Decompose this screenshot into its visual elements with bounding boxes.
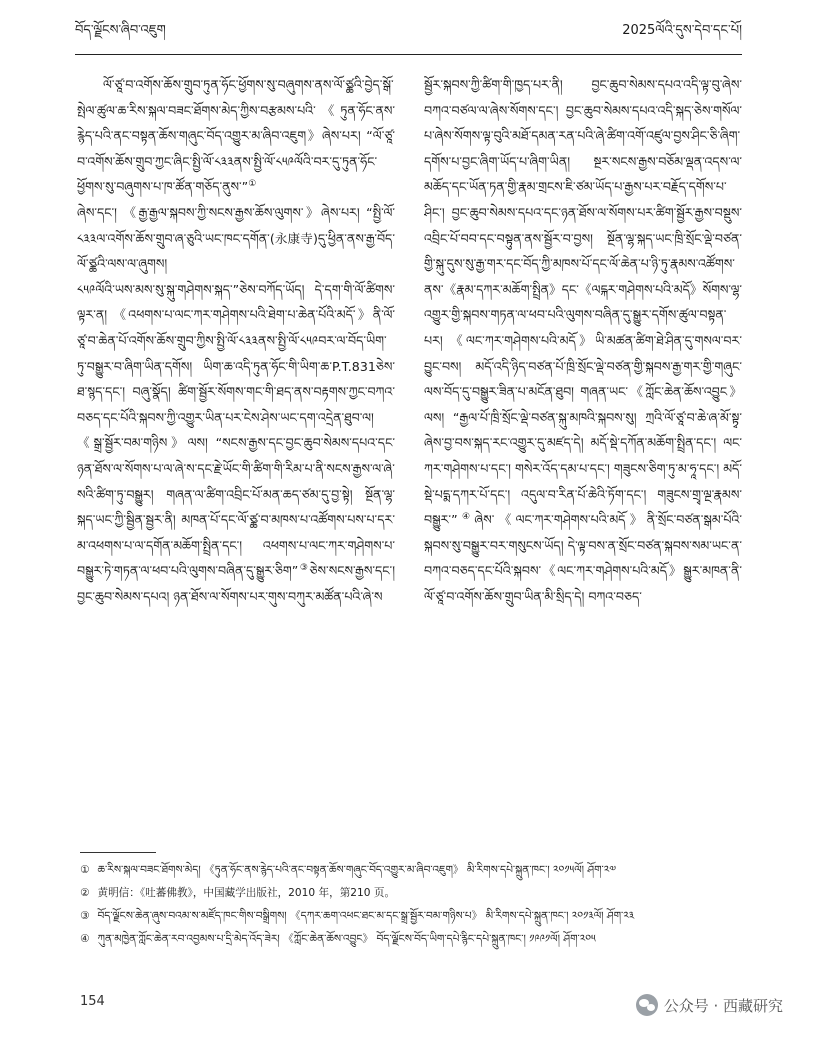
left-column [77,72,395,842]
right-column [424,72,742,842]
paragraph: ༨༥༩ལོའི་ཡས་མས་སུ་སྐུ་གཤེགས་སྐད་”ཅེས་བཀོད་ཡོད། དེ་དག་གི་ལོ་ཚིགས་ལྟར་ན། 《འཕགས་པ་ལང་ཀར་གཤེགས་པའི་ཐེག་པ་ཆེན་པོའི་མདོ་》ནི་ལོ་ཙཱ་བ་ཆེན་པོ་འགོས་ཆོས་གྲུབ་ཀྱིས་སྤྱི་ལོ་༨༣༣ནས་སྤྱི་ལོ་༨༥༩བར་ལ་བོད་ཡིག་ཏུ་བསྒྱུར་བ་ཞིག་ཡིན་དགོས། ཡིག་ཆ་འདི་ཏུན་ཧོང་གི་ཡིག་ཆ་P.T.831ཅེས་ཐ་སྙད་དང་། བཞུ་སྣོད། ཚིག་སྦྱོར་སོགས་གང་གི་ཐད་ནས་བརྟགས་ཀྱང་བཀའ་བཅད་དང་པོའི་སྐབས་ཀྱི་འགྱུར་ཡིན་པར་ངེས་ཤེས་ཡང་དག་འདྲེན་ཐུབ་ལ། 《སྒྲ་སྦྱོར་བམ་གཉིས》ལས། “སངས་རྒྱས་དང་བྱང་ཆུབ་སེམས་དཔའ་དང་ཉན་ཐོས་ལ་སོགས་པ་ལ་ཞེ་ས་དང་རྗེ་ཡོང་གི་ཚིག་གི་རིམ་པ་ནི་སངས་རྒྱས་ལ་ཞེ་སའི་ཚིག་ཏུ་བསྒྱུར། གཞན་ལ་ཚིག་འབྲིང་པོ་མན་ཆད་ཙམ་དུ་བྱ་སྟེ། སྔོན་ལྷ་སྐད་ཡང་ཀྱི་སྦྱིན་སྦྱར་ནི། མཁན་པོ་དང་ལོ་ཙྪ་བ་མཁས་པ་འཚོགས་པས་པ་དར་མ་འཕགས་པ་ལ་དགོན་མཆོག་སྤྲིན་དང་། འཕགས་པ་ལང་ཀར་གཤེགས་པ་བསྒྱུར་ཏེ་གཏན་ལ་ཕབ་པའི་ལུགས་བཞིན་དུ་སྒྱུར་ཅིག”③ཅེས་སངས་རྒྱས་དང་། བྱང་ཆུབ་སེམས་དཔའ། ཉན་ཐོས་ལ་སོགས་པར་གུས་བཀུར་མཚོན་པའི་ཞེ་ས [77,281,395,604]
running-header [75,23,742,52]
footnote: ③ བོད་ལྗོངས་ཆེན་ཞུས་བའམ་ས་མཛོད་ཁང་གིས་བསྒྲིགས། 《དཀར་ཆག་འཕང་ཐང་མ་དང་སྒྲ་སྦྱོར་བམ་གཉིས་པ》 མི་རིགས་དཔེ་སྐྲུན་ཁང་། ༢༠༡༣ལོ། ཤོག་༢༣ [80,910,635,922]
footnote-marker[interactable]: ④ [457,511,475,522]
watermark-label: 公众号 · 西藏研究 [663,996,783,1015]
header-rule [75,54,742,55]
journal-title: བོད་ལྗོངས་ཞིབ་འཇུག [75,23,166,38]
body-columns [77,72,742,842]
footnote-marker[interactable]: ① [248,179,257,190]
footnote: ① ཆ་རིས་སྐལ་བཟང་ཐོགས་མེད། 《ཏུན་ཧོང་ནས་རྙེད་པའི་ནང་བསྟན་ཆོས་གཞུང་བོད་འགྱུར་མ་ཞིབ་འཇུག》 མི་རིགས་དཔེ་སྐྲུན་ཁང་། ༢༠༡༥ལོ། ཤོག་༢༧ [80,864,617,876]
footnote-rule [80,852,156,853]
wechat-icon [636,994,658,1016]
footnote-marker[interactable]: ③ [298,563,310,574]
watermark [636,994,783,1016]
footnote: ② 黄明信：《吐蕃佛教》，中国藏学出版社，2010 年，第210 页。 [80,887,396,899]
paragraph: སྦྱོར་སྐབས་ཀྱི་ཚིག་གི་ཁྱད་པར་ནི། བྱང་ཆུབ་སེམས་དཔའ་འདི་ལྟ་བུ་ཞེས་བཀའ་བཙལ་ལ་ཞེས་སོགས་དང་། བྱང་ཆུབ་སེམས་དཔའ་འདི་སྐད་ཅེས་གསོལ་པ་ཞེས་སོགས་ལྟ་བུའི་མཐོ་དམན་རན་པའི་ཞེ་ཚིག་འགོ་འཛུལ་བྱས་ཤིང་ཅི་ཞིག་དགོས་པ་བྱང་ཞིག་ཡོད་པ་ཞིག་ཡིན། སྔར་སངས་རྒྱས་བཅོམ་ལྡན་འདས་ལ་མཆོད་དང་ཡོན་ཏན་གྱི་རྣམ་གྲངས་ཇི་ཙམ་ཡོད་པ་རྒྱས་པར་བརྗོད་དགོས་པ་ཤིང་། བྱང་ཆུབ་སེམས་དཔའ་དང་ཉན་ཐོས་ལ་སོགས་པར་ཚིག་སྦྱོར་རྒྱས་བསྡུས་འབྲིང་པོ་བབ་དང་བསྟུན་ནས་སྦྱོར་བ་བྱས། སྔོན་ལྷ་སྐད་ཡང་ཁྲི་སྲོང་ལྡེ་བཙན་གྱི་སྐུ་དུས་སུ་རྒྱ་གར་དང་བོད་ཀྱི་མཁས་པོ་དང་ལོ་ཆེན་པ་ཉི་ཏུ་རྣམས་འཚོགས་ནས་《རྣམ་དཀར་མཆོག་སྤྲིན》དང་《ལངྐར་གཤེགས་པའི་མདོ》སོགས་ལྷ་འགྱུར་གྱི་སྐབས་གཏན་ལ་ཕབ་པའི་ལུགས་བཞིན་དུ་སྒྱུར་དགོས་ཚུལ་བསྟན་པར། 《ལང་ཀར་གཤེགས་པའི་མདོ》ཡི་མཚན་ཚིག་ཐེ་ཤིན་དུ་གསལ་བར་བྱུང་བས། མདོ་འདི་ཉིད་བཙན་པོ་ཁྲི་སྲོང་ལྡེ་བཙན་གྱི་སྐབས་རྒྱ་གར་གྱི་གཞུང་ལས་བོད་དུ་བསྒྱུར་ཟིན་པ་མངོན་ཐུབ། གཞན་ཡང་《ཀློང་ཆེན་ཆོས་འབྱུང》ལས། “རྒྱལ་པོ་ཁྲི་སྲོང་ལྡེ་བཙན་སྐུ་མཁའི་སྐབས་སུ། ཀྲའི་ལོ་ཙཱ་བ་ཆེ་ཞ་མོ་སྟྭ་ཞེས་བྱ་བས་སྐད་རང་འགྱུར་དུ་མཛད་དེ། མདོ་སྡེ་དཀོན་མཆོག་སྤྲིན་དང་། ལང་ཀར་གཤེགས་པ་དང་། གསེར་འོད་དམ་པ་དང་། གཟུངས་ཅིག་ཏུ་མ་ཧཱ་དང་། མདོ་སྡེ་པདྨ་དཀར་པོ་དང་། འདུལ་བ་རིན་པོ་ཆེའི་ཏོག་དང་། གཟུངས་གྲྭ་ལྔ་རྣམས་བསྒྱུར་”④ཞེས་《ལང་ཀར་གཤེགས་པའི་མདོ》ནི་སྲོང་བཙན་སྒམ་པོའི་སྐབས་སུ་བསྒྱུར་བར་གསུངས་ཡོད། དེ་ལྟ་བས་ན་སྲོང་བཙན་སྐབས་སམ་ཡང་ན་བཀའ་བཅད་དང་པོའི་སྐབས་《ལང་ཀར་གཤེགས་པའི་མདོ》སྒྱུར་མཁན་ནི་ལོ་ཙཱ་བ་འགོས་ཆོས་གྲུབ་ཡིན་མི་སྲིད་དེ། བཀའ་བཅད་ [424,77,742,604]
paragraph: ལོ་ཙཱ་བ་འགོས་ཆོས་གྲུབ་ཏུན་ཧོང་ཕྱོགས་སུ་བཞུགས་ནས་ལོ་ཙྪའི་བྱེད་སྒོ་སྤེལ་ཚུལ་ཆ་རིས་སྐལ་བཟང་ཐོགས་མེད་ཀྱིས་བརྩམས་པའི་《ཏུན་ཧོང་ནས་རྙེད་པའི་ནང་བསྟན་ཆོས་གཞུང་བོད་འགྱུར་མ་ཞིབ་འཇུག》ཞེས་པར། “ལོ་ཙཱ་བ་འགོས་ཆོས་གྲུབ་ཀྱང་ཞིང་སྤྱི་ལོ་༨༣༣ནས་སྤྱི་ལོ་༨༥༩ལོའི་བར་དུ་ཏུན་ཧོང་ཕྱོགས་སུ་བཞུགས་པ་ཁ་ཚོན་གཅོད་ནུས་”① [77,77,395,195]
footnote: ④ ཀུན་མཁྱེན་ཀློང་ཆེན་རབ་འབྱམས་པ་དྲི་མེད་འོད་ཟེར། 《ཀློང་ཆེན་ཆོས་འབྱུང》 བོད་ལྗོངས་བོད་ཡིག་དཔེ་རྙིང་དཔེ་སྐྲུན་ཁང་། ༡༩༩༡ལོ། ཤོག་༢༠༥ [80,933,596,945]
issue-label: 2025ལོའི་དུས་དེབ་དང་པོ། [622,23,742,38]
page-number: 154 [80,994,105,1009]
paragraph: ཞེས་དང་། 《རྒྱ་རྒྱལ་སྐབས་ཀྱི་སངས་རྒྱས་ཆོས་ལུགས་》ཞེས་པར། “སྤྱི་ལོ་༨༣༣ལ་འགོས་ཆོས་གྲུབ་ཞ་ཅུའི་ཡང་ཁང་དགོན་(永康寺)དུ་ཕྱིན་ནས་རྒྱ་བོད་ལོ་ཙྪའི་ལས་ལ་ཞུགས། [77,204,395,272]
footnotes [80,860,745,952]
